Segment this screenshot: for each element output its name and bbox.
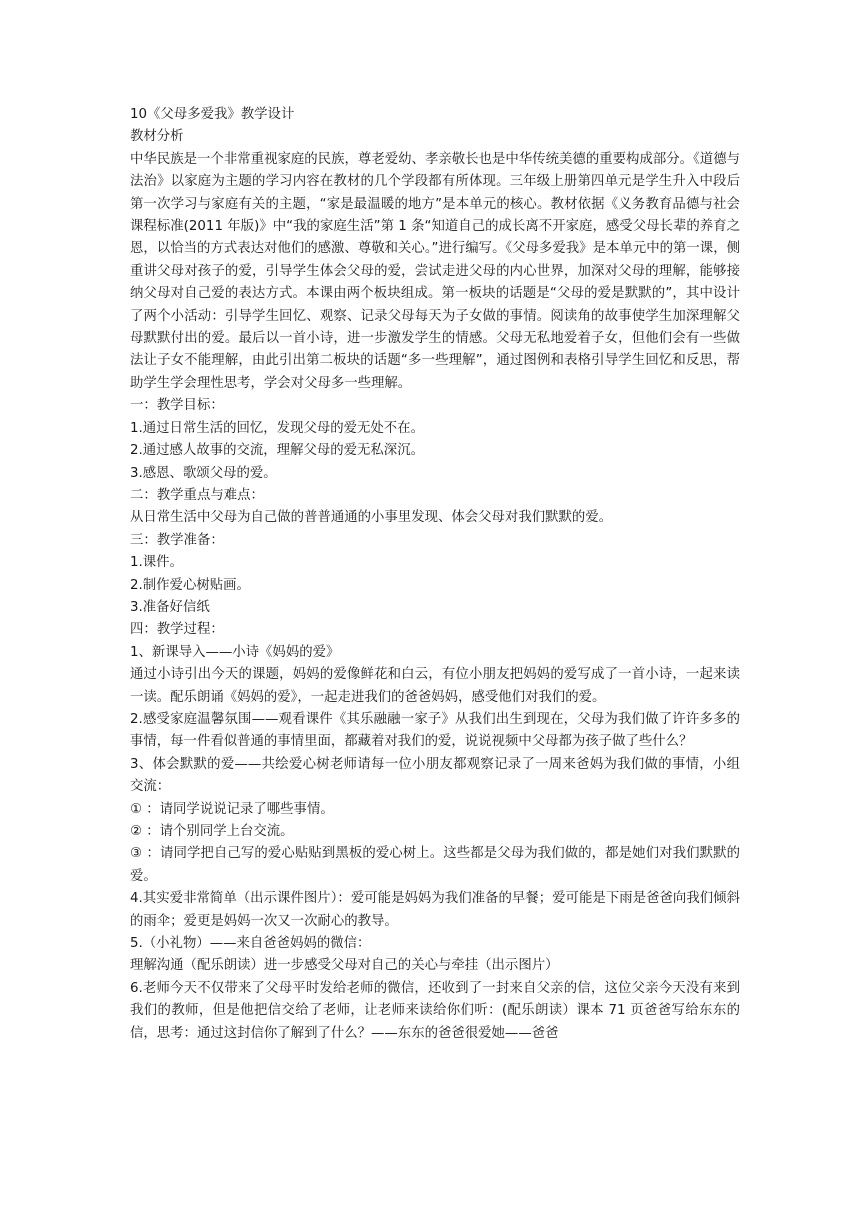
paragraph-material-analysis: 中华民族是一个非常重视家庭的民族，尊老爱幼、孝亲敬长也是中华传统美德的重要构成部分。《道德与法治》以家庭为主题的学习内容在教材的几个学段都有所体现。三年级上册第四单元是学生升入中段后第一次学习与家庭有关的主题，“家是最温暖的地方”是本单元的核心。教材依据《义务教育品德与社会课程标准(2011 年版)》中“我的家庭生活”第 1 条“知道自己的成长离不开家庭，感受父母长辈的养育之恩，以恰当的方式表达对他们的感激、尊敬和关心。”进行编写。《父母多爱我》是本单元中的第一课，侧重讲父母对孩子的爱，引导学生体会父母的爱，尝试走进父母的内心世界，加深对父母的理解，能够接纳父母对自己爱的表达方式。本课由两个板块组成。第一板块的话题是“父母的爱是默默的”，其中设计了两个小活动：引导学生回忆、观察、记录父母每天为子女做的事情。阅读角的故事使学生加深理解父母默默付出的爱。最后以一首小诗，进一步激发学生的情感。父母无私地爱着子女，但他们会有一些做法让子女不能理解，由此引出第二板块的话题“多一些理解”，通过图例和表格引导学生回忆和反思，帮助学生学会理性思考，学会对父母多一些理解。: [130, 151, 740, 391]
step-3-sub-1: ① ：请同学说说记录了哪些事情。: [130, 801, 334, 817]
section-heading-material-analysis: 教材分析: [130, 129, 184, 145]
step-1-paragraph: 通过小诗引出今天的课题，妈妈的爱像鲜花和白云，有位小朋友把妈妈的爱写成了一首小诗，一起来读一读。配乐朗诵《妈妈的爱》，一起走进我们的爸爸妈妈，感受他们对我们的爱。: [130, 667, 740, 705]
document-title: 10《父母多爱我》教学设计: [130, 107, 295, 122]
list-item-goal-3: 3.感恩、歌颂父母的爱。: [130, 465, 277, 481]
list-item-prep-3: 3.准备好信纸: [130, 599, 210, 615]
step-3-paragraph: 3、体会默默的爱——共绘爱心树老师请每一位小朋友都观察记录了一周来爸妈为我们做的事情，小组交流：: [130, 756, 740, 795]
document-body: [130, 104, 740, 1045]
step-6-paragraph: 6.老师今天不仅带来了父母平时发给老师的微信，还收到了一封来自父亲的信，这位父亲今天没有来到我们的教师，但是他把信交给了老师，让老师来读给你们听：(配乐朗读）课本 71 页爸爸写给东东的信，思考：通过这封信你了解到了什么？——东东的爸爸很爱她——爸爸: [130, 980, 740, 1041]
step-4-paragraph: 4.其实爱非常简单（出示课件图片）：爱可能是妈妈为我们准备的早餐；爱可能是下雨是爸爸向我们倾斜的雨伞；爱更是妈妈一次又一次耐心的教导。: [130, 891, 740, 929]
step-3-sub-2: ② ：请个别同学上台交流。: [130, 824, 294, 839]
list-item-goal-2: 2.通过感人故事的交流，理解父母的爱无私深沉。: [130, 443, 424, 459]
section-heading-preparation: 三：教学准备：: [130, 532, 224, 548]
list-item-prep-2: 2.制作爱心树贴画。: [130, 577, 250, 593]
section-heading-process: 四：教学过程：: [130, 622, 224, 638]
section-heading-teaching-goals: 一：教学目标：: [130, 398, 224, 414]
list-item-goal-1: 1.通过日常生活的回忆，发现父母的爱无处不在。: [130, 420, 424, 436]
step-5-paragraph: 理解沟通（配乐朗读）进一步感受父母对自己的关心与牵挂（出示图片）: [130, 958, 559, 974]
step-2-paragraph: 2.感受家庭温馨氛围——观看课件《其乐融融一家子》从我们出生到现在，父母为我们做了许许多多的事情，每一件看似普通的事情里面，都藏着对我们的爱，说说视频中父母都为孩子做了些什么？: [130, 711, 740, 750]
step-5-heading: 5.（小礼物）——来自爸爸妈妈的微信：: [130, 936, 371, 952]
paragraph-key-points: 从日常生活中父母为自己做的普普通通的小事里发现、体会父母对我们默默的爱。: [130, 510, 613, 526]
section-heading-key-points: 二：教学重点与难点：: [130, 487, 264, 503]
step-3-sub-3: ③ ：请同学把自己写的爱心贴贴到黑板的爱心树上。这些都是父母为我们做的，都是她们对我们默默的爱。: [130, 846, 740, 884]
list-item-prep-1: 1.课件。: [130, 555, 183, 571]
step-1-heading: 1、新课导入——小诗《妈妈的爱》: [130, 644, 340, 660]
